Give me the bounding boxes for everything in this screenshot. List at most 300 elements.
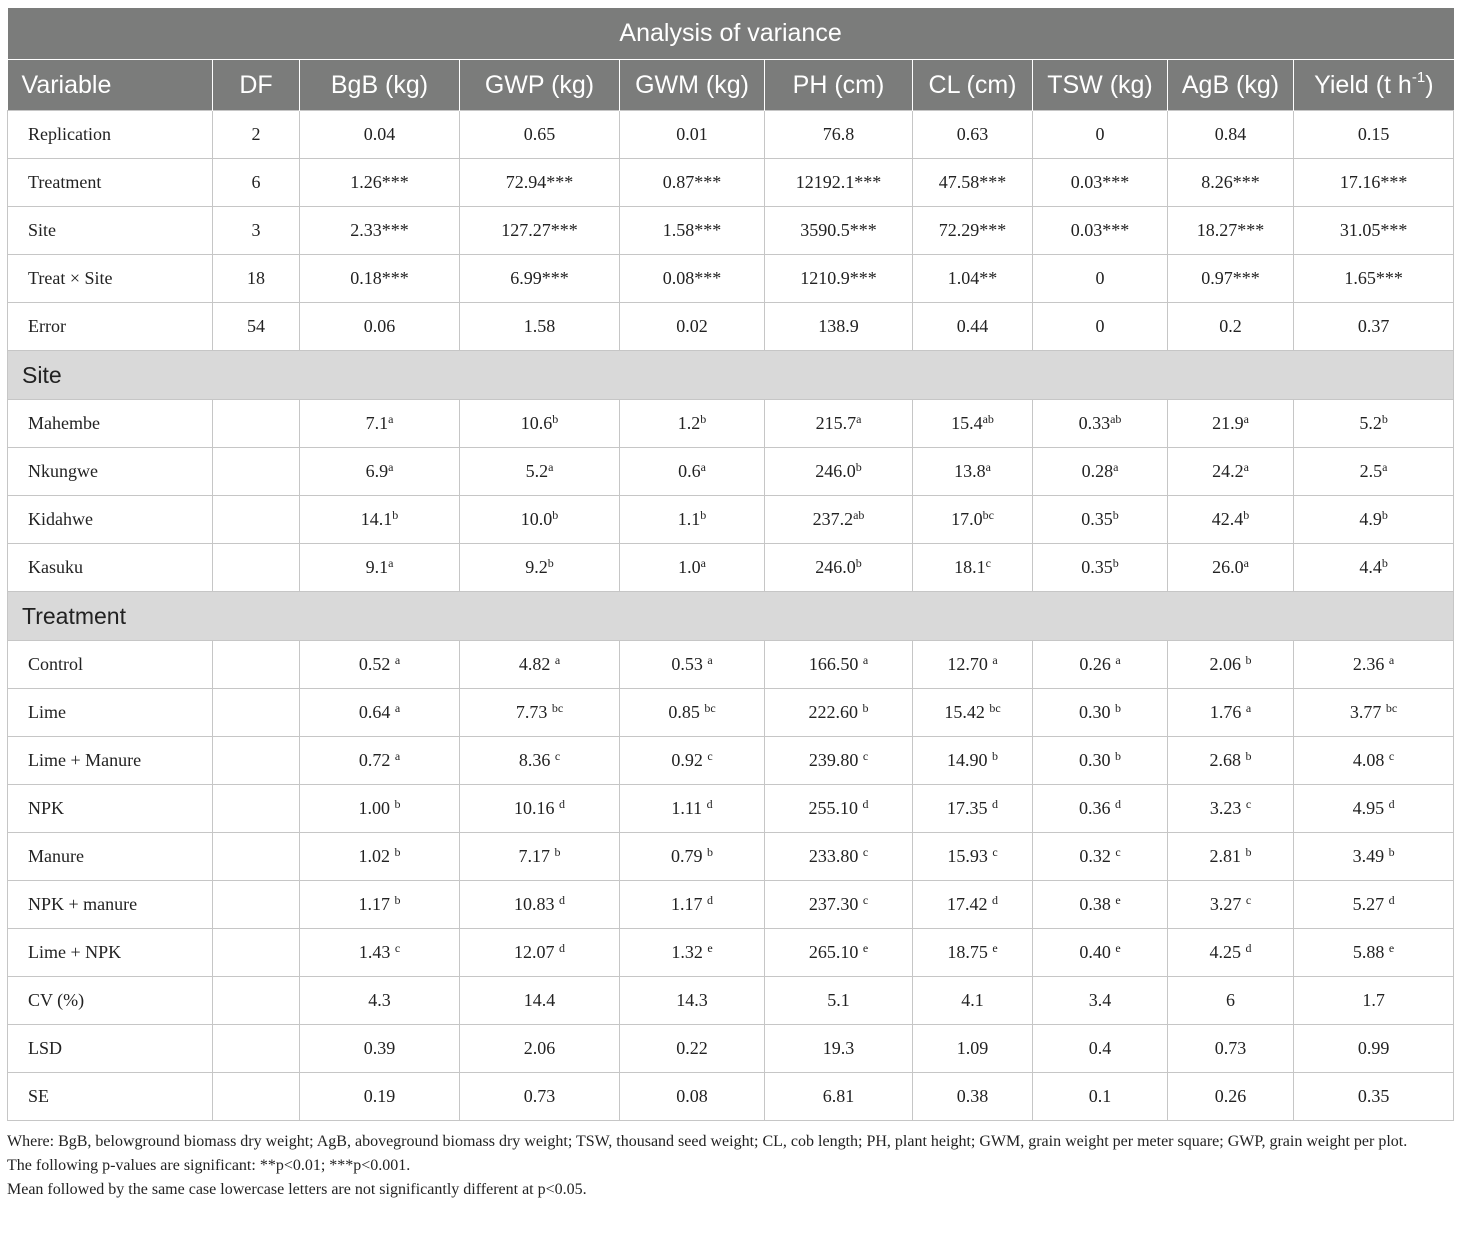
header-tsw: TSW (kg) [1033, 60, 1168, 111]
cell-df [213, 496, 300, 544]
cell-letter: c [862, 749, 869, 763]
cell-letter: d [1245, 941, 1252, 955]
cell-letter: d [707, 893, 713, 907]
table-row [8, 544, 1454, 592]
cell-ph: 138.9 [765, 303, 913, 351]
cell-value: 246.0 [815, 557, 856, 577]
cell-letter: c [992, 845, 998, 859]
cell-letter: ab [1110, 412, 1122, 426]
cell-value: 0.72 [358, 750, 391, 770]
cell-yield: 17.16*** [1294, 159, 1454, 207]
cell-value: 1.17 [358, 894, 390, 914]
table-row [8, 833, 1454, 881]
cell-value: 9.1 [365, 557, 389, 577]
cell-letter: d [559, 797, 565, 811]
cell-letter: ab [982, 412, 994, 426]
cell-letter: c [1245, 797, 1252, 811]
cell-gwp [460, 785, 620, 833]
cell-gwm [620, 785, 765, 833]
cell-value: 4.95 [1352, 798, 1385, 818]
cell-value: 14.90 [947, 750, 988, 770]
cell-letter: b [1112, 556, 1119, 570]
cell-value: 1.0 [678, 557, 701, 577]
cell-letter: b [862, 701, 869, 715]
cell-letter: e [1115, 893, 1121, 907]
cell-tsw [1033, 881, 1168, 929]
table-row [8, 977, 1454, 1025]
row-label: Control [8, 641, 213, 689]
cell-ph [765, 929, 913, 977]
cell-yield [1294, 400, 1454, 448]
cell-letter: bc [1385, 701, 1398, 715]
cell-letter: b [547, 556, 554, 570]
cell-gwm: 0.87*** [620, 159, 765, 207]
cell-cl: 1.09 [913, 1025, 1033, 1073]
section-row-treatment [8, 592, 1454, 641]
cell-tsw: 0 [1033, 303, 1168, 351]
header-bgb: BgB (kg) [300, 60, 460, 111]
cell-value: 6.9 [365, 461, 389, 481]
header-gwm: GWM (kg) [620, 60, 765, 111]
header-yield [1294, 60, 1454, 111]
cell-cl [913, 881, 1033, 929]
cell-tsw [1033, 400, 1168, 448]
cell-letter: b [700, 412, 707, 426]
cell-df [213, 833, 300, 881]
cell-gwp [460, 544, 620, 592]
cell-letter: b [1115, 701, 1121, 715]
cell-value: 15.93 [947, 846, 988, 866]
cell-value: 7.1 [365, 413, 389, 433]
cell-value: 255.10 [808, 798, 858, 818]
cell-letter: a [1388, 653, 1395, 667]
cell-gwp: 0.73 [460, 1073, 620, 1121]
cell-agb: 8.26*** [1168, 159, 1294, 207]
cell-df: 3 [213, 207, 300, 255]
cell-bgb [300, 881, 460, 929]
table-row [8, 448, 1454, 496]
cell-bgb [300, 496, 460, 544]
cell-cl [913, 641, 1033, 689]
cell-value: 5.27 [1352, 894, 1385, 914]
cell-agb [1168, 881, 1294, 929]
cell-bgb: 0.04 [300, 111, 460, 159]
cell-value: 13.8 [954, 461, 986, 481]
cell-letter: a [856, 412, 862, 426]
table-row [8, 207, 1454, 255]
cell-bgb [300, 929, 460, 977]
cell-ph: 1210.9*** [765, 255, 913, 303]
cell-yield [1294, 689, 1454, 737]
table-row [8, 1073, 1454, 1121]
cell-gwp [460, 641, 620, 689]
cell-agb [1168, 448, 1294, 496]
cell-value: 265.10 [808, 942, 859, 962]
row-label: Error [8, 303, 213, 351]
cell-value: 7.17 [518, 846, 550, 866]
row-label: Mahembe [8, 400, 213, 448]
cell-value: 1.17 [671, 894, 703, 914]
cell-value: 0.6 [678, 461, 701, 481]
cell-gwm: 0.01 [620, 111, 765, 159]
row-label: Lime [8, 689, 213, 737]
cell-gwm [620, 400, 765, 448]
cell-tsw: 0.03*** [1033, 207, 1168, 255]
cell-value: 166.50 [808, 654, 859, 674]
cell-value: 26.0 [1212, 557, 1244, 577]
cell-value: 42.4 [1211, 509, 1244, 529]
cell-value: 5.2 [1359, 413, 1382, 433]
cell-letter: e [1115, 941, 1121, 955]
header-df: DF [213, 60, 300, 111]
cell-letter: c [1115, 845, 1121, 859]
cell-value: 0.64 [358, 702, 391, 722]
table-row [8, 111, 1454, 159]
cell-gwp [460, 737, 620, 785]
cell-bgb: 4.3 [300, 977, 460, 1025]
cell-letter: d [862, 797, 869, 811]
cell-tsw [1033, 448, 1168, 496]
cell-ph: 3590.5*** [765, 207, 913, 255]
cell-ph [765, 785, 913, 833]
cell-value: 0.35 [1081, 557, 1113, 577]
cell-value: 1.1 [677, 509, 701, 529]
cell-letter: b [700, 508, 707, 522]
cell-letter: e [992, 941, 998, 955]
cell-letter: b [1243, 508, 1250, 522]
cell-bgb: 1.26*** [300, 159, 460, 207]
cell-letter: e [862, 941, 869, 955]
cell-tsw [1033, 496, 1168, 544]
row-label: SE [8, 1073, 213, 1121]
header-cl: CL (cm) [913, 60, 1033, 111]
cell-letter: b [1381, 508, 1388, 522]
cell-cl [913, 448, 1033, 496]
cell-value: 0.33 [1078, 413, 1111, 433]
cell-letter: bc [982, 508, 994, 522]
cell-gwp [460, 881, 620, 929]
cell-letter: a [1382, 460, 1388, 474]
cell-value: 0.28 [1081, 461, 1114, 481]
cell-value: 0.36 [1079, 798, 1111, 818]
cell-yield [1294, 929, 1454, 977]
cell-gwm [620, 833, 765, 881]
cell-letter: b [554, 845, 561, 859]
cell-ph [765, 737, 913, 785]
cell-letter: c [1245, 893, 1252, 907]
cell-letter: a [394, 701, 401, 715]
cell-cl [913, 400, 1033, 448]
cell-yield [1294, 881, 1454, 929]
cell-cl [913, 737, 1033, 785]
cell-value: 0.79 [671, 846, 703, 866]
cell-tsw: 3.4 [1033, 977, 1168, 1025]
cell-gwm [620, 448, 765, 496]
cell-agb: 0.97*** [1168, 255, 1294, 303]
cell-value: 4.25 [1209, 942, 1241, 962]
cell-letter: a [388, 460, 394, 474]
cell-value: 1.43 [358, 942, 391, 962]
cell-cl: 47.58*** [913, 159, 1033, 207]
section-title: Treatment [8, 592, 1454, 641]
cell-value: 2.81 [1209, 846, 1241, 866]
cell-letter: b [992, 749, 998, 763]
table-title: Analysis of variance [8, 8, 1454, 60]
cell-value: 0.53 [671, 654, 703, 674]
footnote-means: Mean followed by the same case lowercase letters are not significantly different at p<0.05. [7, 1181, 587, 1198]
row-label: CV (%) [8, 977, 213, 1025]
table-row [8, 303, 1454, 351]
row-label: Treatment [8, 159, 213, 207]
cell-letter: ab [853, 508, 865, 522]
cell-ph: 12192.1*** [765, 159, 913, 207]
cell-gwm [620, 544, 765, 592]
cell-bgb [300, 737, 460, 785]
cell-agb: 0.84 [1168, 111, 1294, 159]
row-label: Manure [8, 833, 213, 881]
cell-value: 3.23 [1209, 798, 1242, 818]
cell-gwp: 0.65 [460, 111, 620, 159]
cell-letter: c [554, 749, 561, 763]
cell-df [213, 544, 300, 592]
cell-df [213, 448, 300, 496]
cell-df [213, 1073, 300, 1121]
cell-letter: e [707, 941, 713, 955]
cell-gwp [460, 400, 620, 448]
cell-value: 17.0 [951, 509, 983, 529]
cell-cl [913, 544, 1033, 592]
cell-letter: b [1245, 749, 1252, 763]
cell-tsw [1033, 833, 1168, 881]
cell-bgb: 0.19 [300, 1073, 460, 1121]
cell-gwp: 6.99*** [460, 255, 620, 303]
cell-yield: 31.05*** [1294, 207, 1454, 255]
cell-value: 215.7 [815, 413, 857, 433]
cell-cl: 0.44 [913, 303, 1033, 351]
cell-value: 10.83 [514, 894, 555, 914]
cell-letter: d [706, 797, 713, 811]
cell-yield [1294, 737, 1454, 785]
cell-value: 1.00 [358, 798, 390, 818]
cell-letter: bc [704, 701, 716, 715]
cell-value: 10.6 [520, 413, 553, 433]
cell-bgb [300, 400, 460, 448]
cell-letter: c [707, 749, 713, 763]
cell-value: 237.30 [808, 894, 859, 914]
cell-value: 1.2 [677, 413, 701, 433]
table-row [8, 1025, 1454, 1073]
cell-df [213, 881, 300, 929]
cell-tsw [1033, 785, 1168, 833]
cell-agb [1168, 929, 1294, 977]
row-label: Lime + Manure [8, 737, 213, 785]
cell-gwm: 14.3 [620, 977, 765, 1025]
cell-bgb: 2.33*** [300, 207, 460, 255]
cell-ph [765, 448, 913, 496]
cell-value: 1.76 [1209, 702, 1242, 722]
cell-letter: c [862, 893, 869, 907]
cell-ph [765, 833, 913, 881]
cell-gwm: 0.08*** [620, 255, 765, 303]
cell-gwm [620, 689, 765, 737]
anova-table [7, 8, 1454, 1121]
table-title-row [8, 8, 1454, 60]
cell-cl [913, 689, 1033, 737]
cell-cl [913, 833, 1033, 881]
cell-value: 10.16 [514, 798, 555, 818]
cell-value: 2.68 [1209, 750, 1241, 770]
cell-df: 6 [213, 159, 300, 207]
cell-value: 0.35 [1081, 509, 1113, 529]
row-label: Site [8, 207, 213, 255]
cell-value: 17.42 [947, 894, 988, 914]
cell-agb [1168, 737, 1294, 785]
table-footnotes [7, 1130, 1453, 1202]
cell-value: 0.26 [1079, 654, 1111, 674]
cell-value: 239.80 [808, 750, 859, 770]
cell-yield: 0.15 [1294, 111, 1454, 159]
cell-letter: a [388, 556, 394, 570]
cell-letter: b [1388, 845, 1395, 859]
cell-yield [1294, 496, 1454, 544]
cell-ph: 76.8 [765, 111, 913, 159]
cell-df [213, 929, 300, 977]
cell-cl [913, 496, 1033, 544]
cell-df [213, 689, 300, 737]
cell-value: 0.52 [358, 654, 391, 674]
cell-value: 12.07 [514, 942, 555, 962]
section-title: Site [8, 351, 1454, 400]
cell-letter: d [1115, 797, 1121, 811]
cell-letter: b [392, 508, 399, 522]
cell-value: 237.2 [812, 509, 854, 529]
cell-value: 1.32 [671, 942, 703, 962]
cell-value: 0.85 [668, 702, 700, 722]
cell-letter: b [707, 845, 713, 859]
cell-letter: bc [551, 701, 564, 715]
header-agb: AgB (kg) [1168, 60, 1294, 111]
cell-df [213, 785, 300, 833]
cell-value: 0.38 [1079, 894, 1111, 914]
cell-cl: 0.63 [913, 111, 1033, 159]
cell-tsw [1033, 544, 1168, 592]
cell-value: 18.1 [954, 557, 986, 577]
cell-gwm: 0.02 [620, 303, 765, 351]
cell-value: 4.82 [518, 654, 551, 674]
cell-letter: a [992, 653, 998, 667]
cell-value: 15.4 [951, 413, 983, 433]
cell-gwp: 14.4 [460, 977, 620, 1025]
cell-letter: a [1243, 460, 1249, 474]
cell-df [213, 977, 300, 1025]
cell-letter: d [992, 893, 998, 907]
cell-agb [1168, 833, 1294, 881]
table-row [8, 255, 1454, 303]
cell-cl: 1.04** [913, 255, 1033, 303]
cell-letter: a [548, 460, 554, 474]
cell-letter: b [394, 797, 401, 811]
cell-letter: b [552, 412, 559, 426]
cell-tsw [1033, 689, 1168, 737]
header-gwp: GWP (kg) [460, 60, 620, 111]
cell-agb: 6 [1168, 977, 1294, 1025]
cell-letter: e [1388, 941, 1395, 955]
table-row [8, 929, 1454, 977]
cell-value: 15.42 [944, 702, 985, 722]
cell-ph: 6.81 [765, 1073, 913, 1121]
cell-tsw: 0.03*** [1033, 159, 1168, 207]
cell-yield [1294, 641, 1454, 689]
cell-letter: d [992, 797, 998, 811]
header-yield-base: Yield (t h [1314, 70, 1412, 99]
cell-gwm: 0.08 [620, 1073, 765, 1121]
cell-value: 14.1 [360, 509, 393, 529]
cell-ph: 19.3 [765, 1025, 913, 1073]
cell-value: 4.4 [1359, 557, 1382, 577]
cell-letter: c [394, 941, 401, 955]
header-variable: Variable [8, 60, 213, 111]
cell-letter: b [1381, 556, 1388, 570]
cell-letter: a [1113, 460, 1119, 474]
cell-letter: a [1115, 653, 1121, 667]
table-row [8, 737, 1454, 785]
cell-bgb: 0.18*** [300, 255, 460, 303]
cell-gwp: 1.58 [460, 303, 620, 351]
cell-gwm [620, 737, 765, 785]
cell-value: 12.70 [947, 654, 988, 674]
cell-agb [1168, 641, 1294, 689]
cell-value: 18.75 [947, 942, 988, 962]
cell-value: 3.49 [1352, 846, 1385, 866]
anova-table-container [7, 8, 1453, 1202]
cell-agb: 18.27*** [1168, 207, 1294, 255]
cell-cl [913, 929, 1033, 977]
cell-yield: 0.99 [1294, 1025, 1454, 1073]
cell-bgb [300, 785, 460, 833]
cell-letter: a [388, 412, 394, 426]
cell-value: 2.06 [1209, 654, 1241, 674]
cell-value: 3.77 [1349, 702, 1382, 722]
cell-yield: 1.7 [1294, 977, 1454, 1025]
cell-agb [1168, 785, 1294, 833]
cell-gwm: 0.22 [620, 1025, 765, 1073]
header-ph: PH (cm) [765, 60, 913, 111]
column-header-row [8, 60, 1454, 111]
cell-value: 4.08 [1352, 750, 1385, 770]
cell-agb [1168, 400, 1294, 448]
cell-cl: 72.29*** [913, 207, 1033, 255]
row-label: Kasuku [8, 544, 213, 592]
cell-ph [765, 544, 913, 592]
cell-letter: d [1388, 797, 1395, 811]
cell-gwm [620, 881, 765, 929]
cell-value: 1.11 [671, 798, 703, 818]
cell-letter: b [855, 460, 862, 474]
cell-value: 0.40 [1079, 942, 1111, 962]
cell-value: 2.5 [1359, 461, 1383, 481]
cell-bgb [300, 544, 460, 592]
cell-tsw: 0 [1033, 255, 1168, 303]
cell-gwm [620, 641, 765, 689]
cell-letter: b [1245, 845, 1252, 859]
row-label: Replication [8, 111, 213, 159]
cell-agb [1168, 496, 1294, 544]
cell-tsw: 0.1 [1033, 1073, 1168, 1121]
row-label: Nkungwe [8, 448, 213, 496]
cell-df: 18 [213, 255, 300, 303]
table-row [8, 400, 1454, 448]
cell-cl: 0.38 [913, 1073, 1033, 1121]
